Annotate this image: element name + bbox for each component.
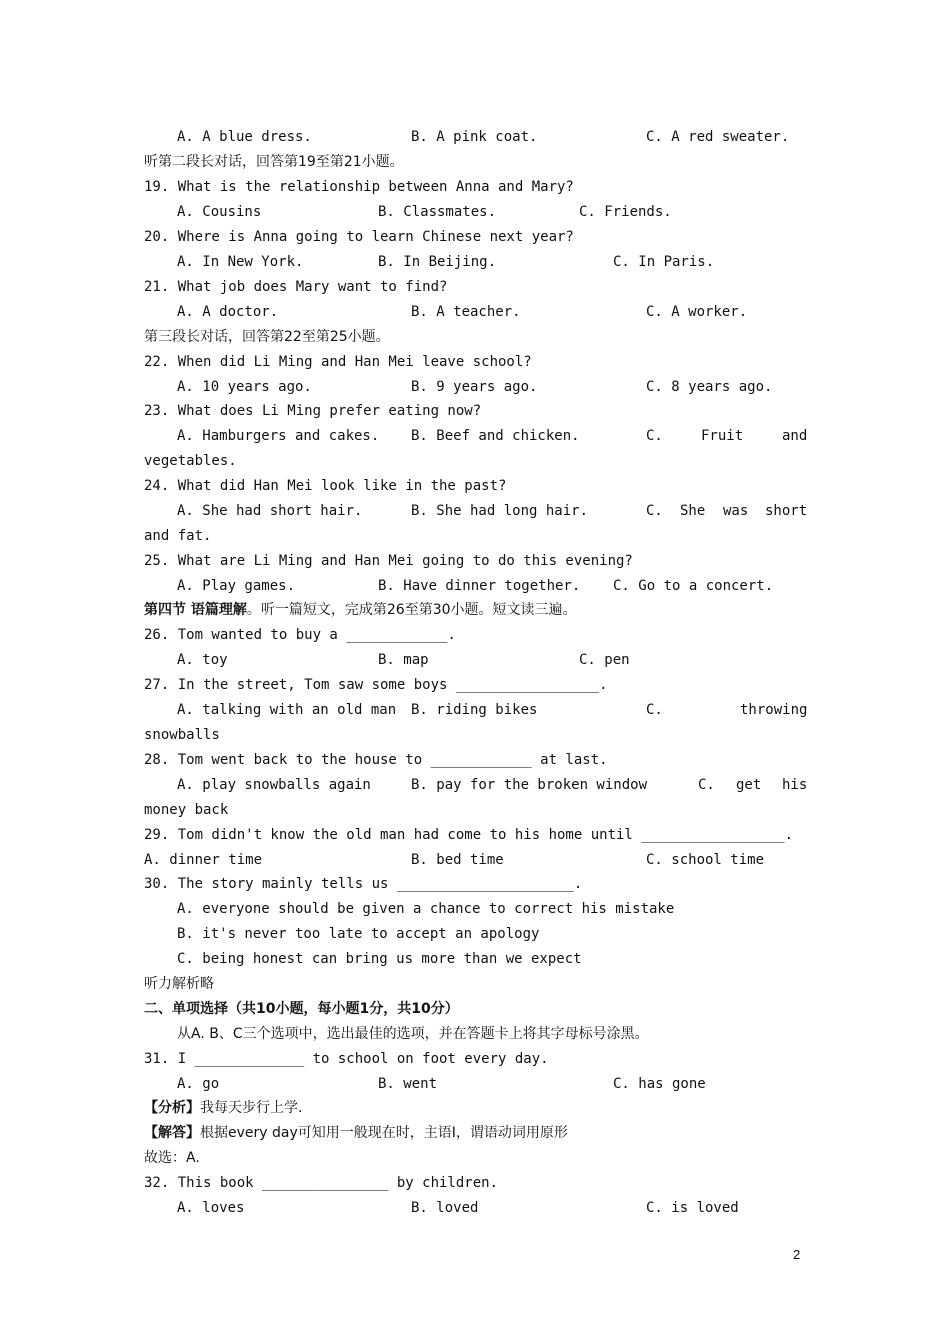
option-c: C. A red sweater. — [646, 129, 790, 145]
option-c: C. In Paris. — [613, 254, 715, 270]
option-a: A. In New York. — [177, 254, 304, 270]
section-heading — [144, 598, 808, 623]
option-b: B. In Beijing. — [378, 254, 497, 270]
option-c-word: get — [736, 777, 762, 793]
choice-line: 故选：A. — [144, 1150, 200, 1166]
option-c-word: and — [782, 428, 808, 444]
option-b: B. Beef and chicken. — [411, 428, 580, 444]
options-row — [177, 250, 808, 275]
options-row — [177, 424, 808, 449]
question-24: 24. What did Han Mei look like in the past? — [144, 478, 507, 494]
options-row — [177, 574, 808, 599]
option-c-word: throwing — [740, 702, 808, 718]
option-a: A. Cousins — [177, 204, 262, 220]
section-heading: 二、单项选择（共10小题，每小题1分，共10分） — [144, 1001, 459, 1017]
option-b: B. 9 years ago. — [411, 379, 538, 395]
option-a: A. toy — [177, 652, 228, 668]
options-row — [177, 773, 808, 798]
analysis-line — [144, 1096, 808, 1121]
question-25: 25. What are Li Ming and Han Mei going to do this evening? — [144, 553, 633, 569]
option-c: C. Friends. — [579, 204, 672, 220]
option-c: C. — [646, 428, 663, 444]
option-b: B. bed time — [411, 852, 504, 868]
option-c-word: his — [782, 777, 808, 793]
option-b: B. Have dinner together. — [378, 578, 581, 594]
option-c: C. 8 years ago. — [646, 379, 773, 395]
option-a: A. talking with an old man — [177, 702, 397, 718]
option-c: C. school time — [646, 852, 765, 868]
option-c: C. — [646, 702, 663, 718]
section-title: 第四节 语篇理解 — [144, 602, 247, 618]
options-row — [177, 375, 808, 400]
option-a: A. Hamburgers and cakes. — [177, 428, 380, 444]
question-19: 19. What is the relationship between Anna and Mary? — [144, 179, 574, 195]
option-a: A. She had short hair. — [177, 503, 363, 519]
option-b: B. A pink coat. — [411, 129, 538, 145]
options-row — [177, 300, 808, 325]
option-a: A. Play games. — [177, 578, 296, 594]
option-c: C. pen — [579, 652, 630, 668]
question-31: 31. I _____________ to school on foot every day. — [144, 1051, 549, 1067]
options-row — [177, 1196, 808, 1221]
option-a: A. play snowballs again — [177, 777, 371, 793]
option-a: A. A blue dress. — [177, 129, 312, 145]
option-b: B. She had long hair. — [411, 503, 589, 519]
options-row — [177, 698, 808, 723]
option-b: B. loved — [411, 1200, 479, 1216]
analysis-label: 【分析】 — [144, 1100, 200, 1116]
question-22: 22. When did Li Ming and Han Mei leave school? — [144, 354, 532, 370]
options-row — [177, 1072, 808, 1097]
option-c: C. — [646, 503, 663, 519]
option-b: B. pay for the broken window — [411, 777, 648, 793]
option-c: C. Go to a concert. — [613, 578, 774, 594]
question-23: 23. What does Li Ming prefer eating now? — [144, 403, 482, 419]
question-27: 27. In the street, Tom saw some boys _________________. — [144, 677, 608, 693]
option-b: B. A teacher. — [411, 304, 521, 320]
option-c: C. — [698, 777, 715, 793]
option-a: A. loves — [177, 1200, 245, 1216]
question-28: 28. Tom went back to the house to ____________ at last. — [144, 752, 608, 768]
options-row — [177, 648, 808, 673]
answer-line — [144, 1121, 808, 1146]
option-c-word: short — [765, 503, 808, 519]
option-c-word: She — [680, 503, 706, 519]
analysis-text: 我每天步行上学. — [200, 1100, 303, 1116]
options-row — [177, 125, 808, 150]
options-row — [177, 499, 808, 524]
question-20: 20. Where is Anna going to learn Chinese next year? — [144, 229, 574, 245]
page-number: 2 — [793, 1247, 801, 1262]
question-30: 30. The story mainly tells us _____________________. — [144, 876, 583, 892]
wrapped-text: money back — [144, 802, 229, 818]
option-b: B. map — [378, 652, 429, 668]
question-32: 32. This book _______________ by children. — [144, 1175, 499, 1191]
section-instruction: 。听一篇短文，完成第26至第30小题。短文读三遍。 — [246, 602, 577, 618]
wrapped-text: vegetables. — [144, 453, 237, 469]
question-26: 26. Tom wanted to buy a ____________. — [144, 627, 456, 643]
option-b: B. it's never too late to accept an apology — [177, 926, 540, 942]
section-instruction: 听第二段长对话，回答第19至第21小题。 — [144, 154, 404, 170]
section-instruction: 第三段长对话，回答第22至第25小题。 — [144, 329, 390, 345]
answer-text: 根据every day可知用一般现在时，主语I，谓语动词用原形 — [200, 1125, 568, 1141]
option-b: B. riding bikes — [411, 702, 538, 718]
option-c-word: Fruit — [701, 428, 744, 444]
options-row — [144, 848, 808, 873]
option-a: A. everyone should be given a chance to correct his mistake — [177, 901, 675, 917]
option-a: A. A doctor. — [177, 304, 279, 320]
option-a: A. go — [177, 1076, 220, 1092]
options-row — [177, 200, 808, 225]
section-instruction: 从A. B、C三个选项中，选出最佳的选项，并在答题卡上将其字母标号涂黑。 — [177, 1026, 649, 1042]
option-c-word: was — [723, 503, 749, 519]
option-c: C. has gone — [613, 1076, 706, 1092]
option-c: C. A worker. — [646, 304, 748, 320]
wrapped-text: snowballs — [144, 727, 220, 743]
option-c: C. is loved — [646, 1200, 739, 1216]
question-29: 29. Tom didn't know the old man had come to his home until _________________. — [144, 827, 794, 843]
option-a: A. dinner time — [144, 852, 263, 868]
question-21: 21. What job does Mary want to find? — [144, 279, 448, 295]
note-text: 听力解析略 — [144, 976, 214, 992]
option-a: A. 10 years ago. — [177, 379, 312, 395]
option-c: C. being honest can bring us more than we expect — [177, 951, 582, 967]
answer-label: 【解答】 — [144, 1125, 200, 1141]
option-b: B. went — [378, 1076, 438, 1092]
wrapped-text: and fat. — [144, 528, 212, 544]
option-b: B. Classmates. — [378, 204, 497, 220]
